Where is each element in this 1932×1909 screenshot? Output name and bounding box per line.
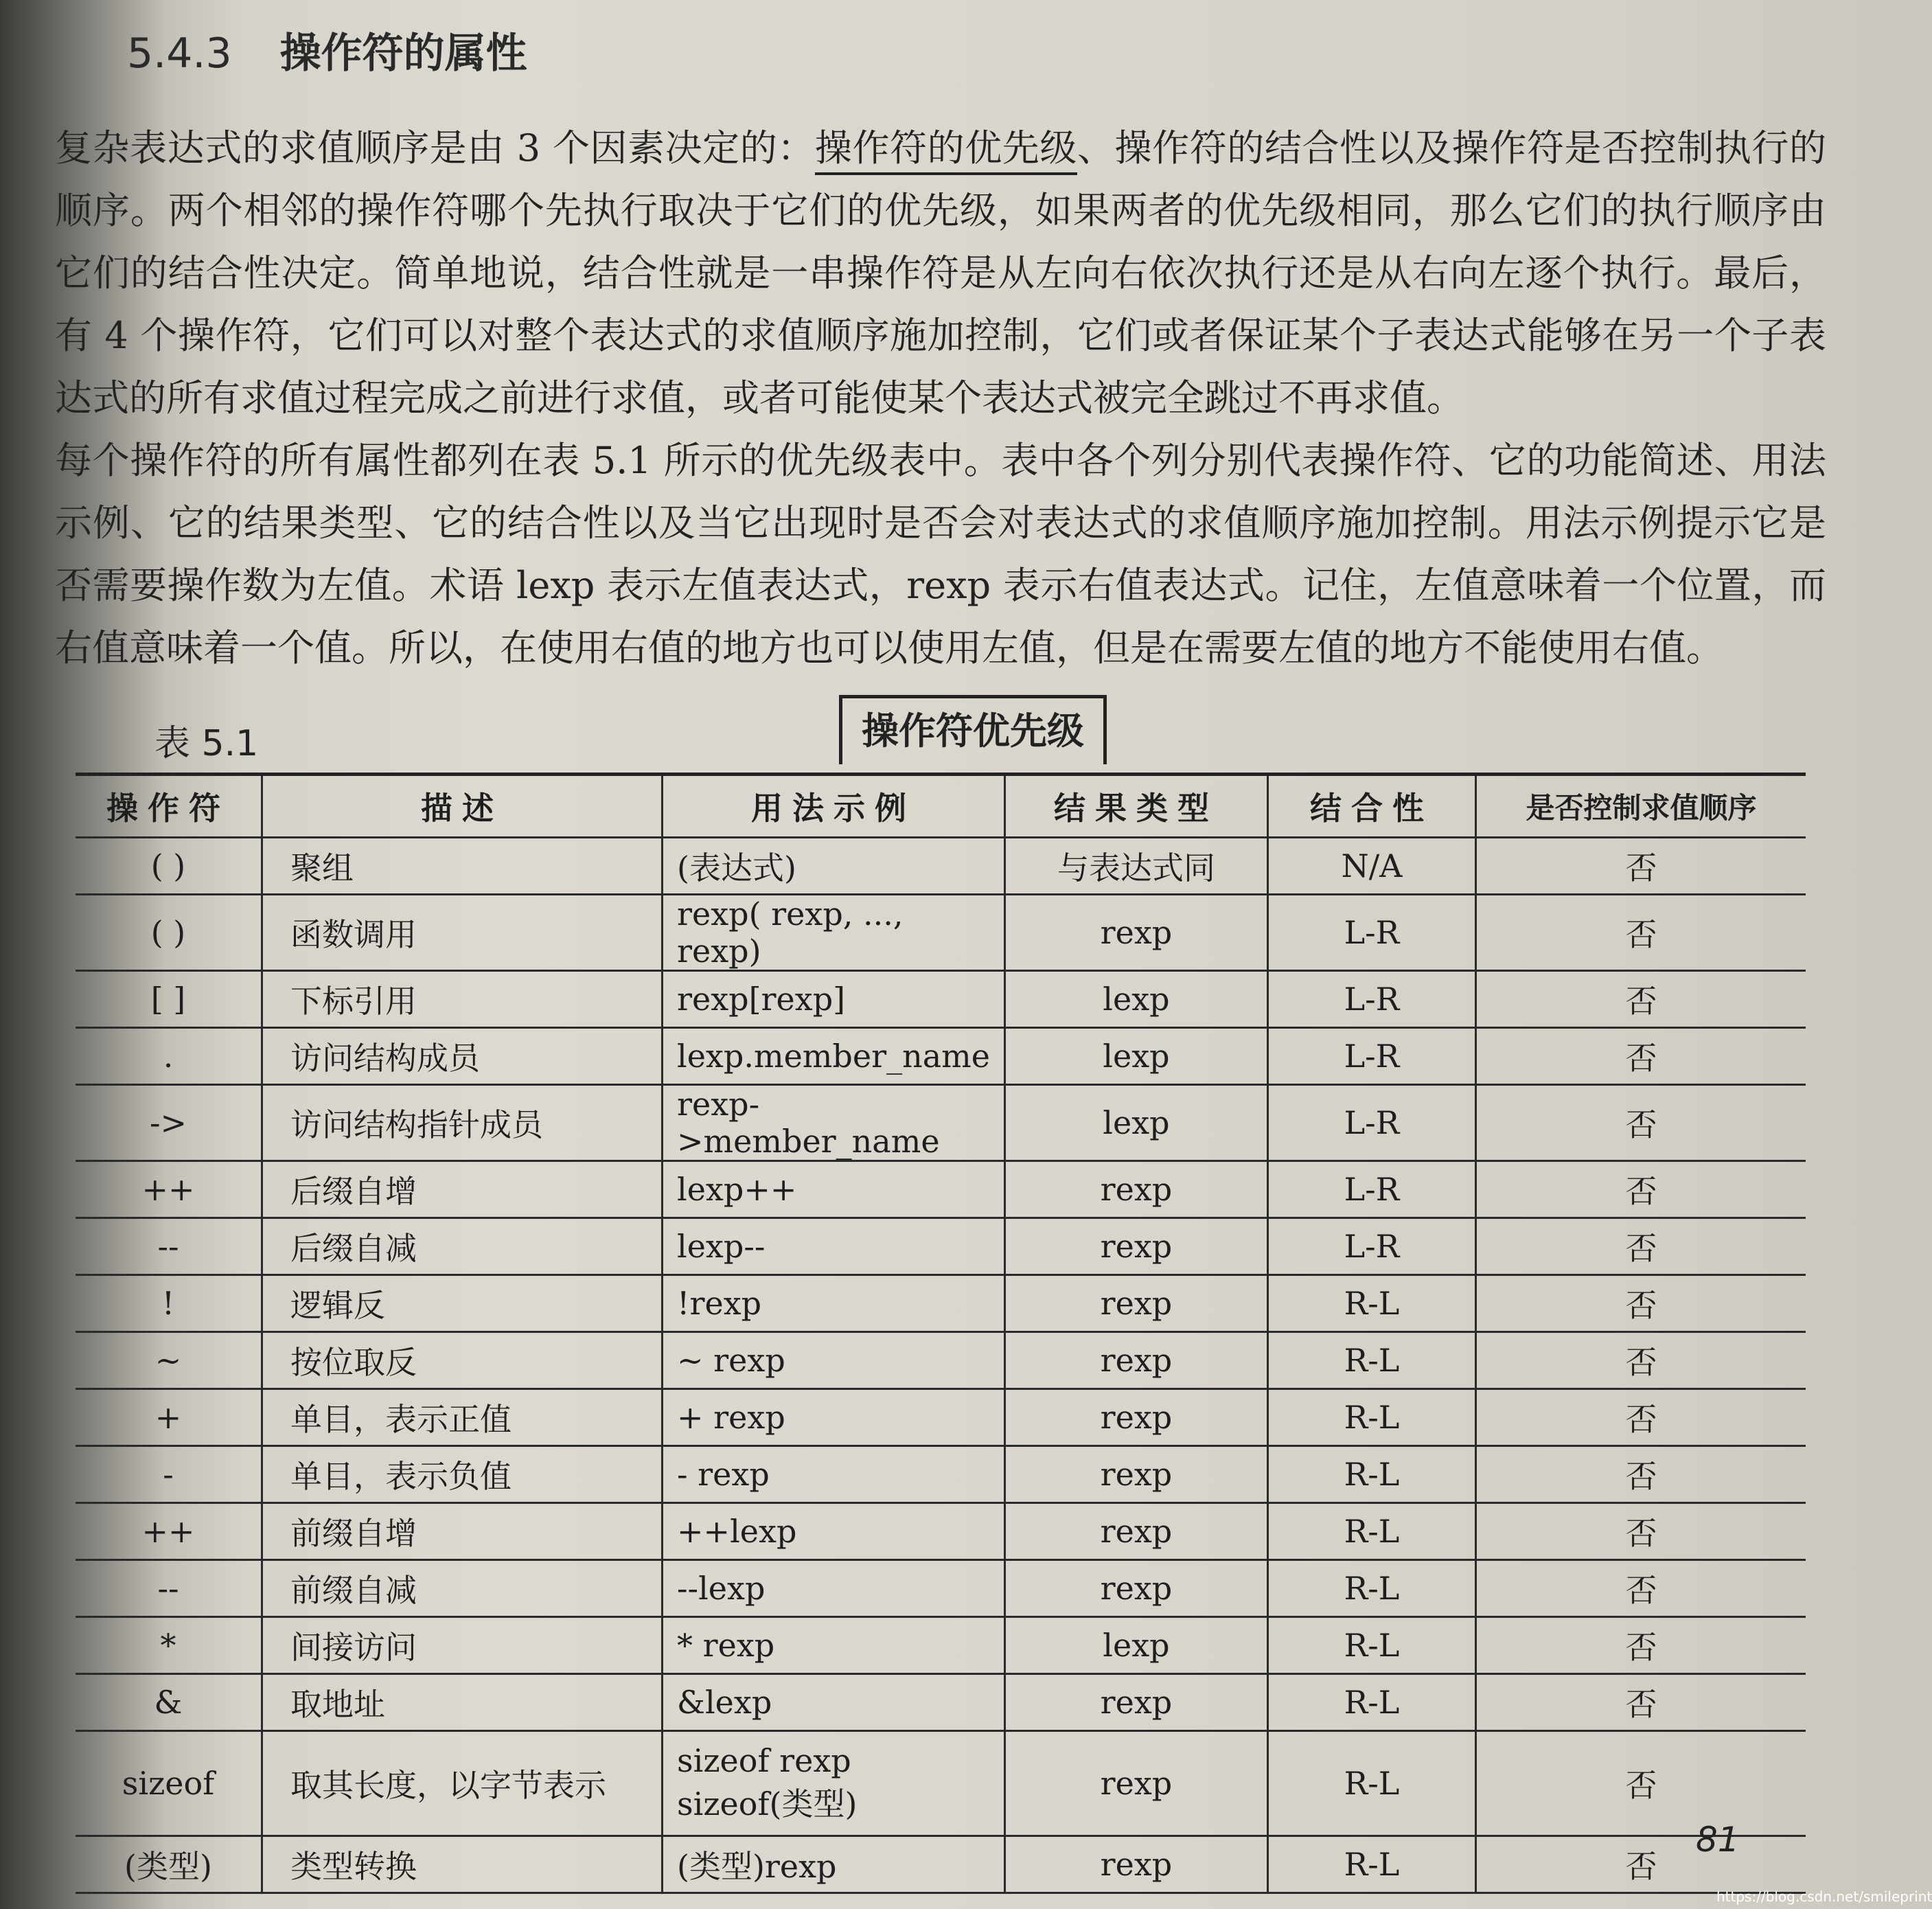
header-result-type: 结果类型 (1004, 775, 1267, 838)
table-row (76, 1731, 1806, 1836)
table-row (76, 895, 1806, 971)
cell-operator: sizeof (76, 1731, 262, 1836)
cell-controls-order: 否 (1475, 1503, 1806, 1560)
cell-usage: ~ rexp (663, 1332, 1005, 1389)
cell-associativity: L-R (1267, 1161, 1475, 1218)
cell-controls-order: 否 (1475, 1560, 1806, 1617)
cell-description: 访问结构指针成员 (262, 1085, 663, 1161)
cell-controls-order: 否 (1475, 1085, 1806, 1161)
cell-usage: (类型)rexp (663, 1836, 1005, 1893)
cell-associativity: L-R (1267, 1028, 1475, 1085)
cell-controls-order: 否 (1475, 838, 1806, 895)
cell-usage: * rexp (663, 1617, 1005, 1674)
cell-controls-order: 否 (1475, 1332, 1806, 1389)
cell-operator: ( ) (76, 838, 262, 895)
cell-description: 前缀自减 (262, 1560, 663, 1617)
cell-associativity: L-R (1267, 1218, 1475, 1275)
table-row (76, 1503, 1806, 1560)
cell-operator: ++ (76, 1161, 262, 1218)
cell-result-type: rexp (1004, 1503, 1267, 1560)
cell-description: 函数调用 (262, 895, 663, 971)
cell-description: 聚组 (262, 838, 663, 895)
cell-controls-order: 否 (1475, 1731, 1806, 1836)
cell-associativity: R-L (1267, 1503, 1475, 1560)
cell-usage: !rexp (663, 1275, 1005, 1332)
cell-operator: -> (76, 1085, 262, 1161)
cell-controls-order: 否 (1475, 971, 1806, 1028)
cell-controls-order: 否 (1475, 895, 1806, 971)
cell-description: 间接访问 (262, 1617, 663, 1674)
cell-result-type: rexp (1004, 1332, 1267, 1389)
underlined-phrase: 操作符的优先级 (815, 126, 1077, 175)
cell-result-type: rexp (1004, 1218, 1267, 1275)
cell-operator: & (76, 1674, 262, 1731)
cell-controls-order: 否 (1475, 1161, 1806, 1218)
cell-usage: (表达式) (663, 838, 1005, 895)
section-number: 5.4.3 (127, 30, 232, 78)
cell-usage: --lexp (663, 1560, 1005, 1617)
cell-usage: - rexp (663, 1446, 1005, 1503)
cell-operator: ! (76, 1275, 262, 1332)
cell-description: 后缀自减 (262, 1218, 663, 1275)
cell-usage-line: sizeof(类型) (677, 1785, 858, 1822)
cell-result-type: lexp (1004, 971, 1267, 1028)
cell-description: 访问结构成员 (262, 1028, 663, 1085)
operator-precedence-table (76, 773, 1806, 1894)
paragraph-1-start: 复杂表达式的求值顺序是由 3 个因素决定的： (55, 126, 815, 170)
cell-result-type: rexp (1004, 1560, 1267, 1617)
header-operator: 操作符 (76, 775, 262, 838)
table-row (76, 1332, 1806, 1389)
cell-usage: rexp->member_name (663, 1085, 1005, 1161)
cell-controls-order: 否 (1475, 1446, 1806, 1503)
cell-result-type: lexp (1004, 1617, 1267, 1674)
cell-result-type: rexp (1004, 895, 1267, 971)
cell-associativity: R-L (1267, 1617, 1475, 1674)
table-row (76, 1446, 1806, 1503)
table-row (76, 838, 1806, 895)
cell-result-type: rexp (1004, 1161, 1267, 1218)
cell-usage: + rexp (663, 1389, 1005, 1446)
cell-description: 取地址 (262, 1674, 663, 1731)
paragraph-1-rest: 、操作符的结合性以及操作符是否控制执行的顺序。两个相邻的操作符哪个先执行取决于它们的优先级，如果两者的优先级相同，那么它们的执行顺序由它们的结合性决定。简单地说，结合性就是一串操作符是从左向右依次执行还是从右向左逐个执行。最后，有 4 个操作符，它们可以对整个表达式的求值顺序施加控制，它们或者保证某个子表达式能够在另一个子表达式的所有求值过程完成之前进行求值，或者可能使某个表达式被完全跳过不再求值。 (55, 126, 1827, 420)
cell-result-type: rexp (1004, 1389, 1267, 1446)
cell-operator: - (76, 1446, 262, 1503)
header-usage: 用法示例 (663, 775, 1005, 838)
cell-result-type: lexp (1004, 1085, 1267, 1161)
cell-controls-order: 否 (1475, 1674, 1806, 1731)
cell-associativity: L-R (1267, 971, 1475, 1028)
cell-associativity: N/A (1267, 838, 1475, 895)
watermark-text: https://blog.csdn.net/smileprint (1716, 1888, 1932, 1905)
page-number: 81 (1696, 1820, 1740, 1860)
cell-description: 取其长度，以字节表示 (262, 1731, 663, 1836)
cell-result-type: rexp (1004, 1674, 1267, 1731)
table-row (76, 1836, 1806, 1893)
cell-description: 单目，表示负值 (262, 1446, 663, 1503)
cell-result-type: lexp (1004, 1028, 1267, 1085)
cell-associativity: R-L (1267, 1275, 1475, 1332)
table-row (76, 1085, 1806, 1161)
cell-usage: lexp.member_name (663, 1028, 1005, 1085)
cell-associativity: R-L (1267, 1560, 1475, 1617)
cell-description: 下标引用 (262, 971, 663, 1028)
cell-usage (663, 1731, 1005, 1836)
cell-operator: [ ] (76, 971, 262, 1028)
section-title: 操作符的属性 (279, 30, 527, 78)
section-heading (127, 21, 527, 80)
cell-operator: ( ) (76, 895, 262, 971)
cell-controls-order: 否 (1475, 1218, 1806, 1275)
cell-usage-line: sizeof rexp (677, 1742, 851, 1779)
cell-usage: lexp-- (663, 1218, 1005, 1275)
cell-result-type: rexp (1004, 1836, 1267, 1893)
cell-description: 后缀自增 (262, 1161, 663, 1218)
table-header-row (76, 775, 1806, 838)
cell-operator: * (76, 1617, 262, 1674)
table-row (76, 1275, 1806, 1332)
cell-description: 按位取反 (262, 1332, 663, 1389)
table-row (76, 1218, 1806, 1275)
cell-operator: ++ (76, 1503, 262, 1560)
table-row (76, 1389, 1806, 1446)
cell-associativity: R-L (1267, 1674, 1475, 1731)
cell-associativity: R-L (1267, 1731, 1475, 1836)
header-description: 描述 (262, 775, 663, 838)
paragraph-2: 每个操作符的所有属性都列在表 5.1 所示的优先级表中。表中各个列分别代表操作符、它的功能简述、用法示例、它的结果类型、它的结合性以及当它出现时是否会对表达式的求值顺序施加控制。用法示例提示它是否需要操作数为左值。术语 lexp 表示左值表达式，rexp 表示右值表达式。记住，左值意味着一个位置，而右值意味着一个值。所以，在使用右值的地方也可以使用左值，但是在需要左值的地方不能使用右值。 (55, 439, 1826, 670)
paragraph-1 (55, 117, 1826, 429)
cell-controls-order: 否 (1475, 1275, 1806, 1332)
cell-operator: . (76, 1028, 262, 1085)
cell-associativity: R-L (1267, 1446, 1475, 1503)
table-row (76, 1674, 1806, 1731)
table-row (76, 971, 1806, 1028)
cell-usage: ++lexp (663, 1503, 1005, 1560)
header-controls-order: 是否控制求值顺序 (1475, 775, 1806, 838)
cell-result-type: rexp (1004, 1275, 1267, 1332)
cell-controls-order: 否 (1475, 1389, 1806, 1446)
cell-description: 单目，表示正值 (262, 1389, 663, 1446)
table-row (76, 1617, 1806, 1674)
cell-associativity: R-L (1267, 1836, 1475, 1893)
table-row (76, 1161, 1806, 1218)
cell-associativity: R-L (1267, 1389, 1475, 1446)
cell-description: 逻辑反 (262, 1275, 663, 1332)
cell-associativity: R-L (1267, 1332, 1475, 1389)
cell-controls-order: 否 (1475, 1617, 1806, 1674)
cell-operator: -- (76, 1560, 262, 1617)
table-row (76, 1560, 1806, 1617)
cell-associativity: L-R (1267, 895, 1475, 971)
table-title: 操作符优先级 (839, 695, 1107, 764)
cell-usage: &lexp (663, 1674, 1005, 1731)
cell-usage: rexp( rexp, ..., rexp) (663, 895, 1005, 971)
cell-description: 类型转换 (262, 1836, 663, 1893)
cell-associativity: L-R (1267, 1085, 1475, 1161)
cell-result-type: rexp (1004, 1446, 1267, 1503)
cell-description: 前缀自增 (262, 1503, 663, 1560)
cell-controls-order: 否 (1475, 1028, 1806, 1085)
cell-controls-order: 否 (1475, 1836, 1806, 1893)
cell-operator: -- (76, 1218, 262, 1275)
cell-operator: + (76, 1389, 262, 1446)
header-associativity: 结合性 (1267, 775, 1475, 838)
table-caption: 表 5.1 (154, 723, 259, 764)
cell-operator: (类型) (76, 1836, 262, 1893)
table-row (76, 1028, 1806, 1085)
cell-result-type: rexp (1004, 1731, 1267, 1836)
cell-usage: lexp++ (663, 1161, 1005, 1218)
cell-result-type: 与表达式同 (1004, 838, 1267, 895)
cell-operator: ~ (76, 1332, 262, 1389)
cell-usage: rexp[rexp] (663, 971, 1005, 1028)
